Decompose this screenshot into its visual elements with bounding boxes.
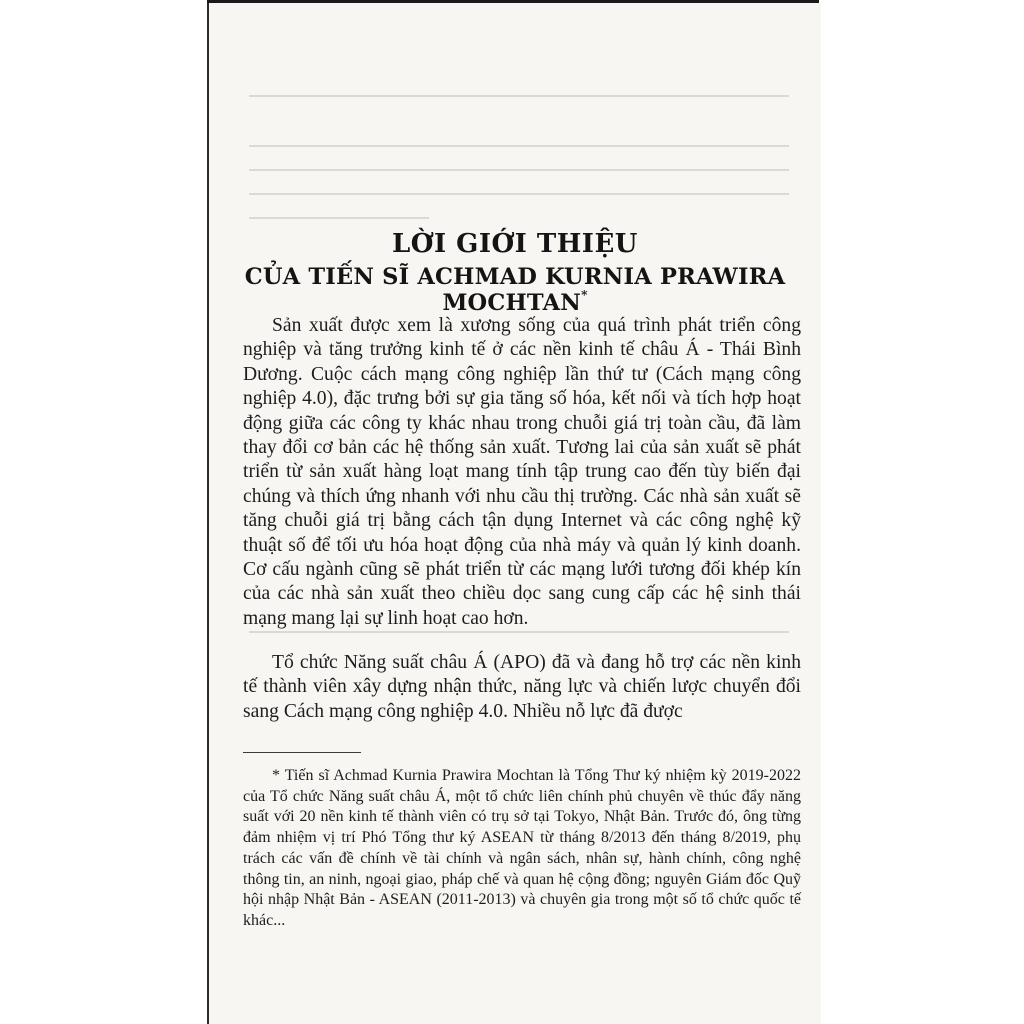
book-page — [209, 3, 821, 1024]
footnote-marker: * — [581, 288, 588, 302]
footnote-text: * Tiến sĩ Achmad Kurnia Prawira Mochtan là Tổng Thư ký nhiệm kỳ 2019-2022 của Tổ chức Năng suất châu Á, một tổ chức liên chính phủ chuyên về thúc đẩy năng suất với 20 nền kinh tế thành viên có trụ sở tại Tokyo, Nhật Bản. Trước đó, ông từng đảm nhiệm vị trí Phó Tổng thư ký ASEAN từ tháng 8/2013 đến tháng 8/2019, phụ trách các vấn đề chính về tài chính và ngân sách, nhân sự, hành chính, công nghệ thông tin, an ninh, ngoại giao, pháp chế và quan hệ cộng đồng; nguyên Giám đốc Quỹ hội nhập Nhật Bản - ASEAN (2011-2013) và chuyên gia trong một số tổ chức quốc tế khác... — [243, 767, 801, 929]
bleed-through-line — [249, 631, 789, 633]
paragraph-text: Tổ chức Năng suất châu Á (APO) đã và đang hỗ trợ các nền kinh tế thành viên xây dựng nhận thức, năng lực và chiến lược chuyển đổi sang Cách mạng công nghiệp 4.0. Nhiều nỗ lực đã được — [243, 652, 801, 722]
bleed-through-line — [249, 217, 429, 219]
paragraph-text: Sản xuất được xem là xương sống của quá trình phát triển công nghiệp và tăng trưởng kinh tế ở các nền kinh tế châu Á - Thái Bình Dương. Cuộc cách mạng công nghiệp lần thứ tư (Cách mạng công nghiệp 4.0), đặc trưng bởi sự gia tăng số hóa, kết nối và tích hợp hoạt động giữa các công ty khác nhau trong chuỗi giá trị toàn cầu, đã làm thay đổi cơ bản các hệ thống sản xuất. Tương lai của sản xuất sẽ phát triển từ sản xuất hàng loạt mang tính tập trung cao đến tùy biến đại chúng và thích ứng nhanh với nhu cầu thị trường. Các nhà sản xuất sẽ tăng chuỗi giá trị bằng cách tận dụng Internet và các công nghệ kỹ thuật số để tối ưu hóa hoạt động của nhà máy và quản lý kinh doanh. Cơ cấu ngành cũng sẽ phát triển từ các mạng lưới tương đối khép kín của các nhà sản xuất theo chiều dọc sang cung cấp các hệ sinh thái mạng mang lại sự linh hoạt cao hơn. — [243, 315, 801, 629]
page-title: LỜI GIỚI THIỆU — [392, 229, 638, 259]
body-paragraph-2 — [243, 651, 801, 724]
bleed-through-line — [249, 145, 789, 147]
footnote — [243, 766, 801, 932]
bleed-through-running-head — [249, 95, 789, 97]
bleed-through-line — [249, 169, 789, 171]
footnote-divider — [243, 752, 361, 753]
bleed-through-line — [249, 193, 789, 195]
body-paragraph-1 — [243, 314, 801, 631]
page-subtitle — [209, 264, 821, 316]
page-subtitle-text: CỦA TIẾN SĨ ACHMAD KURNIA PRAWIRA MOCHTAN — [244, 264, 786, 316]
